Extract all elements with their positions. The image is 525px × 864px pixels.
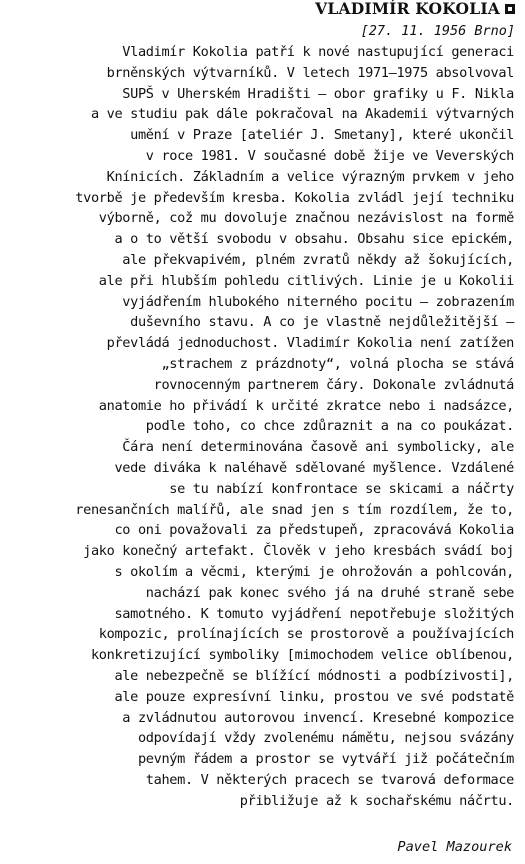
text-line: Knínicích. Základním a velice výrazným prvkem v jeho — [106, 168, 514, 185]
text-line: ale nebezpečně se blížící módnosti a podbízivosti], — [114, 667, 514, 684]
text-line: v roce 1981. V současné době žije ve Veverských — [145, 147, 514, 164]
text-line: a ve studiu pak dále pokračoval na Akademii výtvarných — [90, 106, 514, 123]
text-line: ale překvapivém, plném zvratů někdy až šokujících, — [122, 251, 514, 268]
text-line: rovnocenným partnerem čáry. Dokonale zvládnutá — [153, 376, 514, 393]
text-line: duševního stavu. A co je vlastně nejdůležitější — — [130, 314, 514, 331]
text-line: ale pouze expresívní linku, prostou ve své podstatě — [114, 688, 514, 705]
text-line: vyjádřením hlubokého niterného pocitu — zobrazením — [122, 293, 514, 310]
article-body — [18, 42, 514, 811]
text-line: anatomie ho přivádí k určité zkratce nebo i nadsázce, — [98, 397, 514, 414]
text-line: převládá jednoduchost. Vladimír Kokolia není zatížen — [106, 335, 514, 352]
text-line: odpovídají vždy zvolenému námětu, nejsou svázány — [137, 730, 514, 747]
section-marker-icon — [505, 4, 515, 14]
text-line: „strachem z prázdnoty“, volná plocha se stává — [161, 355, 514, 372]
text-line: tvorbě je především kresba. Kokolia zvládl její techniku — [75, 189, 514, 206]
text-line: tahem. V některých pracech se tvarová deformace — [145, 771, 514, 788]
text-line: se tu nabízí konfrontace se skicami a náčrty — [169, 480, 514, 497]
text-line: podle toho, co chce zdůraznit a na co poukázat. — [145, 418, 514, 435]
text-line: samotného. K tomuto vyjádření nepotřebuje složitých — [114, 605, 514, 622]
text-line: kompozic, prolínajících se prostorově a používajících — [98, 626, 514, 643]
text-line: brněnských výtvarníků. V letech 1971—1975 absolvoval — [106, 64, 514, 81]
artist-name: VLADIMÍR KOKOLIA — [315, 0, 500, 18]
article-header — [315, 0, 515, 40]
text-line: Vladimír Kokolia patří k nové nastupující generaci — [122, 44, 514, 60]
text-line: konkretizující symboliky [mimochodem velice oblíbenou, — [90, 647, 514, 664]
text-line: přibližuje až k sochařskému náčrtu. — [239, 792, 514, 809]
text-line: renesančních malířů, ale snad jen s tím rozdílem, že to, — [75, 501, 514, 518]
artist-name-line — [315, 0, 515, 18]
text-line: jako konečný artefakt. Člověk v jeho kresbách svádí boj — [83, 543, 514, 560]
text-line: umění v Praze [ateliér J. Smetany], které ukončil — [130, 127, 514, 144]
text-line: SUPŠ v Uherském Hradišti — obor grafiky u F. Nikla — [122, 85, 514, 102]
text-line: a o to větší svobodu v obsahu. Obsahu sice epickém, — [114, 231, 514, 248]
text-line: Čára není determinována časově ani symbolicky, ale — [122, 439, 514, 456]
text-line: vede diváka k naléhavě sdělované myšlence. Vzdálené — [114, 459, 514, 476]
text-line: co oni považovali za předstupeň, zpracovává Kokolia — [114, 522, 514, 539]
text-line: ale při hlubším pohledu citlivých. Linie je u Kokolii — [98, 272, 514, 289]
article-signature: Pavel Mazourek — [397, 839, 512, 855]
text-line: a zvládnutou autorovou invencí. Kresebné kompozice — [122, 709, 514, 726]
text-line: pevným řádem a prostor se vytváří již počátečním — [137, 751, 514, 768]
text-line: výborně, což mu dovoluje značnou nezávislost na formě — [98, 210, 514, 227]
text-line: nachází pak konec svého já na druhé straně sebe — [145, 584, 514, 601]
artist-dates: [27. 11. 1956 Brno] — [360, 23, 515, 39]
text-line: s okolím a věcmi, kterými je ohrožován a pohlcován, — [114, 563, 514, 580]
